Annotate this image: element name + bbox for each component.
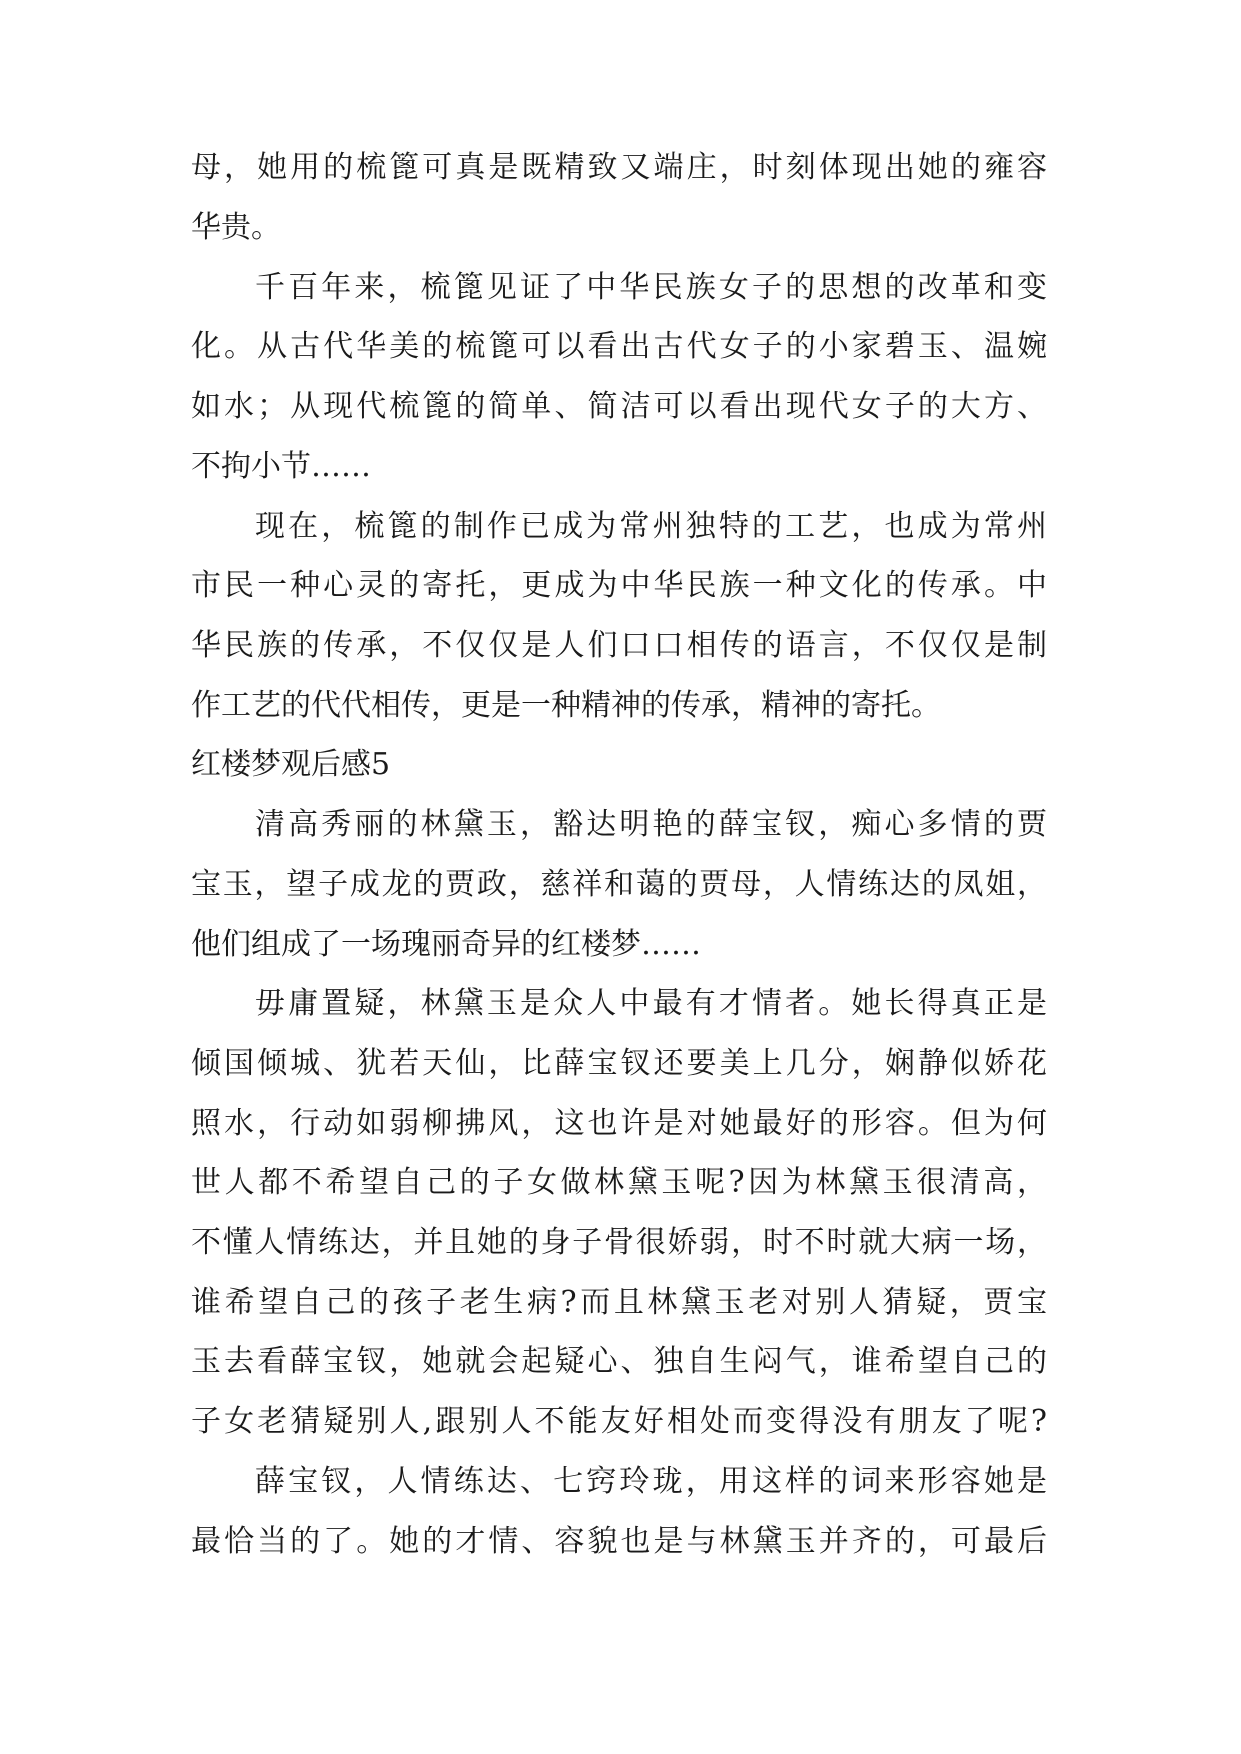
- paragraph-line: 市民一种心灵的寄托，更成为中华民族一种文化的传承。中: [191, 568, 1047, 603]
- paragraph-line: 照水，行动如弱柳拂风，这也许是对她最好的形容。但为何: [191, 1106, 1047, 1141]
- paragraph-line: 最恰当的了。她的才情、容貌也是与林黛玉并齐的，可最后: [191, 1524, 1047, 1559]
- paragraph-line: 华贵。: [191, 210, 281, 245]
- paragraph-line: 世人都不希望自己的子女做林黛玉呢?因为林黛玉很清高，: [191, 1165, 1047, 1200]
- paragraph-line: 千百年来，梳篦见证了中华民族女子的思想的改革和变: [255, 270, 1047, 305]
- paragraph-line: 作工艺的代代相传，更是一种精神的传承，精神的寄托。: [191, 688, 941, 723]
- paragraph-line: 谁希望自己的孩子老生病?而且林黛玉老对别人猜疑，贾宝: [191, 1285, 1047, 1320]
- paragraph-line: 不拘小节……: [191, 449, 371, 484]
- paragraph-line: 薛宝钗，人情练达、七窍玲珑，用这样的词来形容她是: [255, 1464, 1047, 1499]
- paragraph-line: 不懂人情练达，并且她的身子骨很娇弱，时不时就大病一场，: [191, 1225, 1047, 1260]
- section-heading: 红楼梦观后感5: [191, 747, 391, 782]
- paragraph-line: 母，她用的梳篦可真是既精致又端庄，时刻体现出她的雍容: [191, 150, 1047, 185]
- paragraph-line: 化。从古代华美的梳篦可以看出古代女子的小家碧玉、温婉: [191, 329, 1047, 364]
- paragraph-line: 他们组成了一场瑰丽奇异的红楼梦……: [191, 927, 701, 962]
- paragraph-line: 现在，梳篦的制作已成为常州独特的工艺，也成为常州: [255, 509, 1047, 544]
- paragraph-line: 玉去看薛宝钗，她就会起疑心、独自生闷气，谁希望自己的: [191, 1344, 1047, 1379]
- paragraph-line: 毋庸置疑，林黛玉是众人中最有才情者。她长得真正是: [255, 986, 1047, 1021]
- paragraph-line: 子女老猜疑别人,跟别人不能友好相处而变得没有朋友了呢?: [191, 1404, 1047, 1439]
- paragraph-line: 宝玉，望子成龙的贾政，慈祥和蔼的贾母，人情练达的凤姐，: [191, 867, 1047, 902]
- paragraph-line: 如水；从现代梳篦的简单、简洁可以看出现代女子的大方、: [191, 389, 1047, 424]
- paragraph-line: 华民族的传承，不仅仅是人们口口相传的语言，不仅仅是制: [191, 628, 1047, 663]
- paragraph-line: 清高秀丽的林黛玉，豁达明艳的薛宝钗，痴心多情的贾: [255, 807, 1047, 842]
- paragraph-line: 倾国倾城、犹若天仙，比薛宝钗还要美上几分，娴静似娇花: [191, 1046, 1047, 1081]
